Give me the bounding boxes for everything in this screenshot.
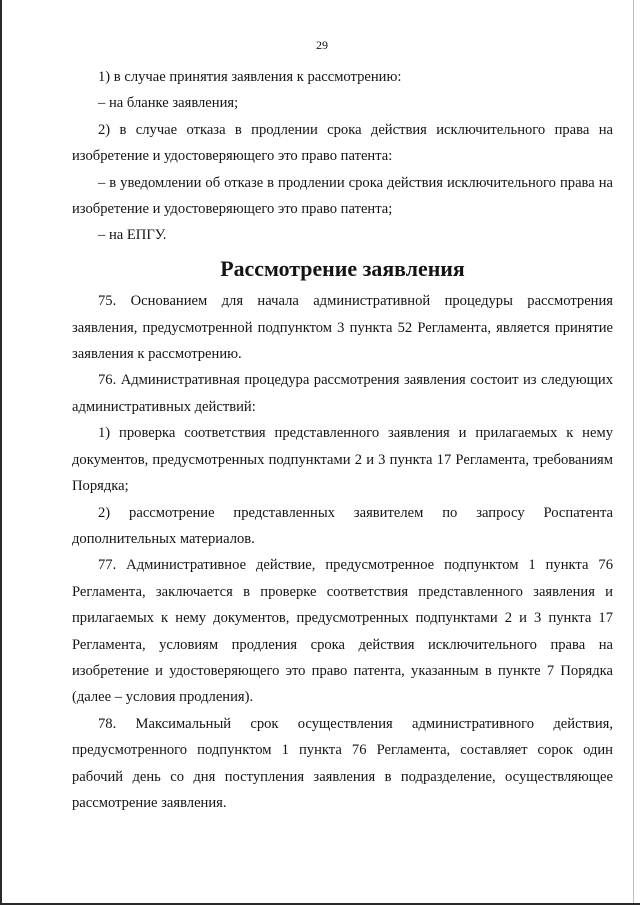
paragraph-76-item-2: 2) рассмотрение представленных заявителем по запросу Роспатента дополнительных материалов. (72, 504, 613, 547)
paragraph-78: 78. Максимальный срок осуществления административного действия, предусмотренного подпунктом 1 пункта 76 Регламента, составляет сорок один рабочий день со дня поступления заявления в подразделение, осуществляющее рассмотрение заявления. (72, 715, 613, 811)
paragraph-77: 77. Административное действие, предусмотренное подпунктом 1 пункта 76 Регламента, заключается в проверке соответствия представленного заявления и прилагаемых к нему документов, предусмотренных подпунктами 2 и 3 пункта 17 Регламента, условиям продления срока действия исключительного права на изобретение и удостоверяющего это право патента, указанным в пункте 7 Порядка (далее – условия продления). (72, 557, 613, 706)
section-heading: Рассмотрение заявления (220, 255, 465, 281)
paragraph-item-2-portal: – на ЕПГУ. (98, 227, 167, 244)
paragraph-75: 75. Основанием для начала административной процедуры рассмотрения заявления, предусмотренной подпунктом 3 пункта 52 Регламента, является принятие заявления к рассмотрению. (72, 293, 613, 363)
paragraph-76: 76. Административная процедура рассмотрения заявления состоит из следующих административных действий: (72, 372, 613, 415)
paragraph-76-item-1: 1) проверка соответствия представленного заявления и прилагаемых к нему документов, предусмотренных подпунктами 2 и 3 пункта 17 Регламента, требованиям Порядка; (72, 425, 613, 495)
paragraph-item-2-notice: – в уведомлении об отказе в продлении срока действия исключительного права на изобретение и удостоверяющего это право патента; (72, 174, 613, 218)
page-edge (633, 0, 634, 903)
paragraph-item-2: 2) в случае отказа в продлении срока действия исключительного права на изобретение и удостоверяющего это право патента: (72, 121, 613, 165)
paragraph-item-1-form: – на бланке заявления; (98, 95, 239, 112)
page-number: 29 (316, 38, 328, 52)
document-body (72, 64, 613, 816)
paragraph-item-1: 1) в случае принятия заявления к рассмотрению: (98, 69, 402, 85)
